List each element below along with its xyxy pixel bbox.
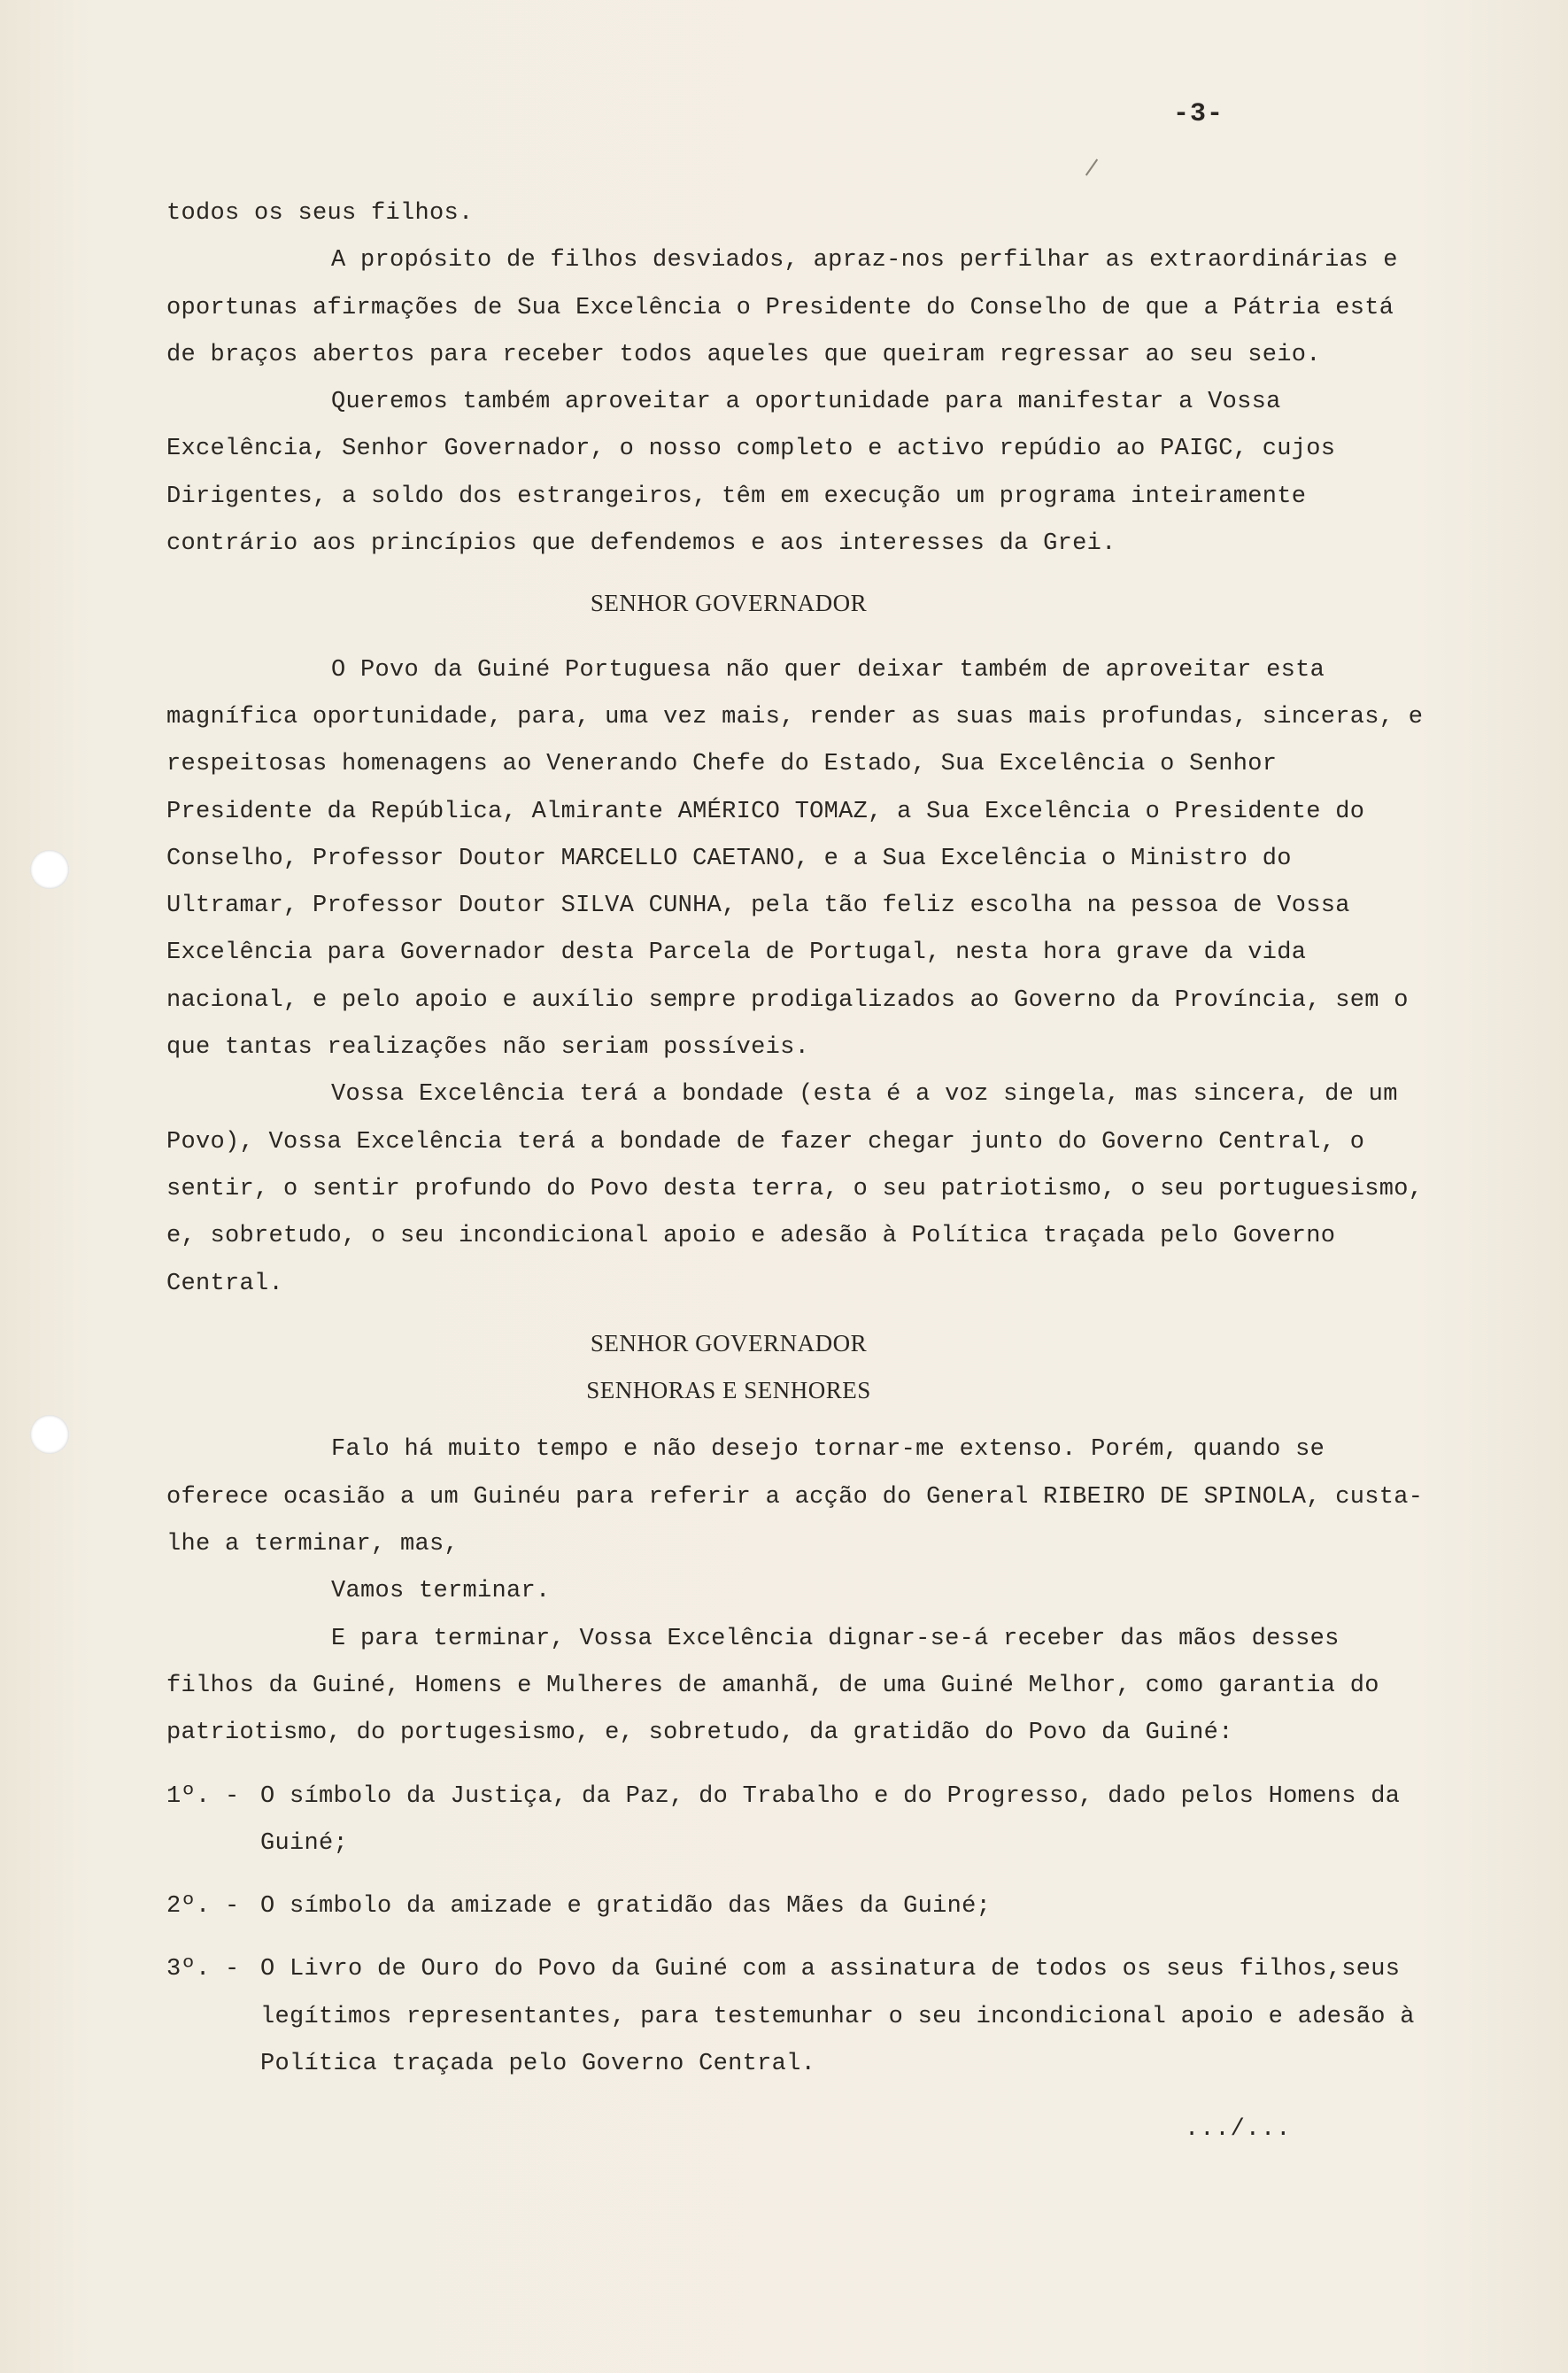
paragraph-para-terminar: E para terminar, Vossa Excelência dignar-se-á receber das mãos desses filhos da Guiné, Homens e Mulheres de amanhã, de uma Guiné Melhor, como garantia do patriotismo, do portugesismo, e, sobretudo, da gratidão do Povo da Guiné: — [166, 1625, 1379, 1747]
page-number: -3- — [1173, 99, 1224, 129]
continuation-mark: .../... — [1185, 2116, 1292, 2143]
list-number: 3º. - — [166, 1956, 240, 1983]
heading-senhor-governador-2: SENHOR GOVERNADOR — [590, 1329, 868, 1357]
punch-hole-bottom — [30, 1415, 69, 1454]
paragraph-repudio: Queremos também aproveitar a oportunidade para manifestar a Vossa Excelência, Senhor Governador, o nosso completo e activo repúdio ao PAIGC, cujos Dirigentes, a soldo dos estrangeiros, têm em execução um programa inteiramente contrário aos princípios que defendemos e aos interesses da Grei. — [166, 389, 1336, 558]
list-text: O Livro de Ouro do Povo da Guiné com a assinatura de todos os seus filhos,seus legítimos representantes, para testemunhar o seu incondicional apoio e adesão à Política traçada pelo Governo Central. — [260, 1956, 1415, 2077]
list-text: O símbolo da Justiça, da Paz, do Trabalho e do Progresso, dado pelos Homens da Guiné; — [260, 1782, 1401, 1857]
paragraph-proposito: A propósito de filhos desviados, apraz-nos perfilhar as extraordinárias e oportunas afirmações de Sua Excelência o Presidente do Conselho de que a Pátria está de braços abertos para receber todos aqueles que queiram regressar ao seu seio. — [166, 247, 1398, 368]
list-item-3 — [166, 1946, 1433, 2088]
list-number: 2º. - — [166, 1893, 240, 1921]
heading-senhor-governador-1: SENHOR GOVERNADOR — [590, 590, 868, 617]
heading-senhoras-e-senhores: SENHORAS E SENHORES — [586, 1377, 871, 1404]
list-number: 1º. - — [166, 1782, 240, 1810]
list-item-2 — [166, 1883, 1433, 1930]
list-text: O símbolo da amizade e gratidão das Mães da Guiné; — [260, 1893, 992, 1921]
list-item-1 — [166, 1774, 1433, 1868]
punch-hole-top — [30, 850, 69, 889]
letter-body — [166, 190, 1433, 2088]
paragraph-falo: Falo há muito tempo e não desejo tornar-me extenso. Porém, quando se oferece ocasião a um Guinéu para referir a acção do General RIBEIRO DE SPINOLA, custa-lhe a terminar, mas, — [166, 1436, 1424, 1558]
paragraph-vamos-terminar: Vamos terminar. — [331, 1578, 551, 1605]
paragraph-homenagens: O Povo da Guiné Portuguesa não quer deixar também de aproveitar esta magnífica oportunidade, para, uma vez mais, render as suas mais profundas, sinceras, e respeitosas homenagens ao Venerando Chefe do Estado, Sua Excelência o Senhor Presidente da República, Almirante AMÉRICO TOMAZ, a Sua Excelência o Presidente do Conselho, Professor Doutor MARCELLO CAETANO, e a Sua Excelência o Ministro do Ultramar, Professor Doutor SILVA CUNHA, pela tão feliz escolha na pessoa de Vossa Excelência para Governador desta Parcela de Portugal, nesta hora grave da vida nacional, e pelo apoio e auxílio sempre prodigalizados ao Governo da Província, sem o que tantas realizações não seriam possíveis. — [166, 656, 1424, 1062]
pencil-mark — [1085, 158, 1098, 175]
paragraph-opening: todos os seus filhos. — [166, 200, 474, 227]
paragraph-bondade: Vossa Excelência terá a bondade (esta é a voz singela, mas sincera, de um Povo), Vossa Excelência terá a bondade de fazer chegar junto do Governo Central, o sentir, o sentir profundo do Povo desta terra, o seu patriotismo, o seu portuguesismo, e, sobretudo, o seu incondicional apoio e adesão à Política traçada pelo Governo Central. — [166, 1081, 1424, 1297]
